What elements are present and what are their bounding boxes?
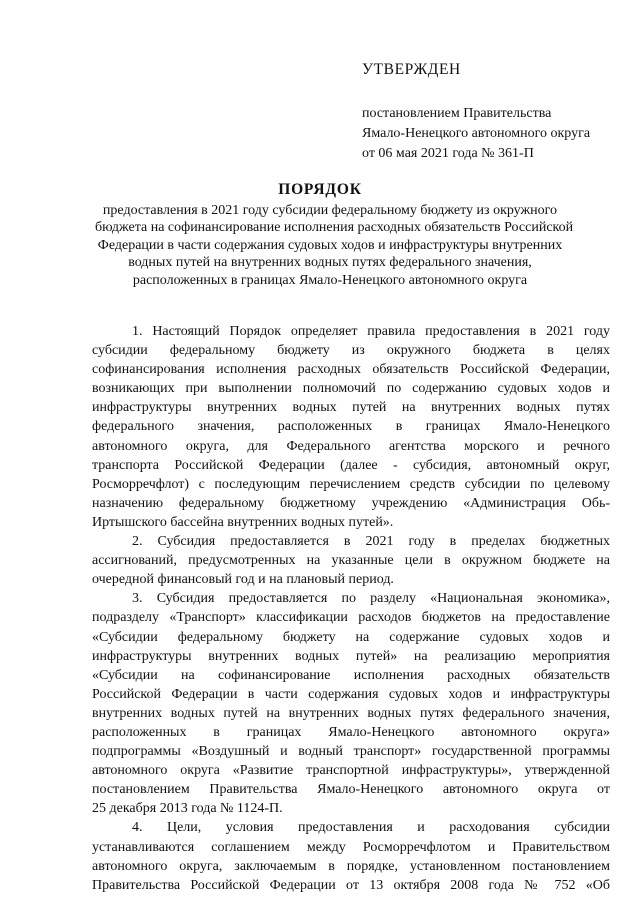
subtitle-line: предоставления в 2021 году субсидии федеральному бюджету из окружного <box>102 203 558 218</box>
subtitle-line: Федерации в части содержания судовых ходов и инфраструктуры внутренних <box>97 237 563 253</box>
text-line: «Субсидии федеральному бюджету на содержание судовых ходов и <box>92 629 610 645</box>
text-line: ассигнований, предусмотренных на указанные цели в окружном бюджете на <box>92 553 610 569</box>
text-line: 1. Настоящий Порядок определяет правила предоставления в 2021 году <box>132 324 610 339</box>
text-line: автономного округа, для Федерального агентства морского и речного <box>92 438 610 454</box>
text-line: внутренних водных путей на внутренних водных путях федерального значения, <box>92 705 610 721</box>
approval-heading: УТВЕРЖДЕН <box>362 61 461 78</box>
approval-line: Ямало-Ненецкого автономного округа <box>362 126 591 141</box>
text-line: постановлением Правительства Ямало-Ненецкого автономного округа от <box>92 782 610 798</box>
text-line: «Субсидии на софинансирование исполнения расходных обязательств <box>92 667 610 683</box>
text-line: автономного округа, заключаемым в порядке, установленном постановлением <box>92 858 610 874</box>
text-line: инфраструктуры внутренних водных путей» на реализацию мероприятия <box>92 648 610 664</box>
text-line: софинансирования исполнения расходных обязательств Российской Федерации, <box>92 362 610 378</box>
document-subtitle <box>95 202 574 289</box>
text-line: инфраструктуры внутренних водных путей на внутренних водных путях <box>92 400 610 416</box>
text-line: Российской Федерации в части содержания судовых ходов и инфраструктуры <box>92 686 610 702</box>
text-line: Росморречфлот) с последующим перечислением средств субсидии по целевому <box>92 476 610 492</box>
text-line: устанавливаются соглашением между Росморречфлотом и Правительством <box>92 839 610 855</box>
text-line: подпрограммы «Воздушный и водный транспорт» государственной программы <box>92 744 610 760</box>
approval-block <box>362 60 632 164</box>
text-line: Правительства Российской Федерации от 13 октября 2008 года № 752 «Об <box>92 877 610 893</box>
text-line: подразделу «Транспорт» классификации расходов бюджетов на предоставление <box>92 610 610 626</box>
paragraph-2 <box>92 532 610 589</box>
document-title: ПОРЯДОК <box>278 181 362 198</box>
text-line: субсидии федеральному бюджету из окружного бюджета в целях <box>92 343 610 359</box>
subtitle-line: водных путей на внутренних водных путях федерального значения, <box>128 255 532 271</box>
text-line: очередной финансовый год и на плановый период. <box>92 572 394 588</box>
paragraph-1 <box>92 322 610 532</box>
text-line: 4. Цели, условия предоставления и расходования субсидии <box>132 820 610 836</box>
text-line: федерального значения, расположенных в границах Ямало-Ненецкого <box>92 419 610 435</box>
approval-line: постановлением Правительства <box>362 106 552 121</box>
text-line: возникающих при выполнении полномочий по содержанию судовых ходов и <box>92 381 610 397</box>
text-line: 2. Субсидия предоставляется в 2021 году в пределах бюджетных <box>132 534 610 550</box>
text-line: транспорта Российской Федерации (далее - субсидия, автономный округ, <box>92 457 610 473</box>
subtitle-line: бюджета на софинансирование исполнения расходных обязательств Российской <box>95 220 574 236</box>
text-line: Иртышского бассейна внутренних водных путей». <box>92 514 394 530</box>
text-line: назначению федеральному бюджетному учреждению «Администрация Обь- <box>92 495 610 511</box>
paragraph-3 <box>92 589 610 818</box>
text-line: автономного округа «Развитие транспортной инфраструктуры», утвержденной <box>92 763 610 779</box>
text-line: 3. Субсидия предоставляется по разделу «Национальная экономика», <box>132 591 610 607</box>
subtitle-line: расположенных в границах Ямало-Ненецкого автономного округа <box>132 272 528 288</box>
approval-line: от 06 мая 2021 года № 361-П <box>362 146 534 161</box>
paragraph-4 <box>92 818 610 894</box>
text-line: 25 декабря 2013 года № 1124-П. <box>92 801 283 817</box>
text-line: расположенных в границах Ямало-Ненецкого автономного округа» <box>92 724 610 740</box>
document-body <box>92 322 610 895</box>
